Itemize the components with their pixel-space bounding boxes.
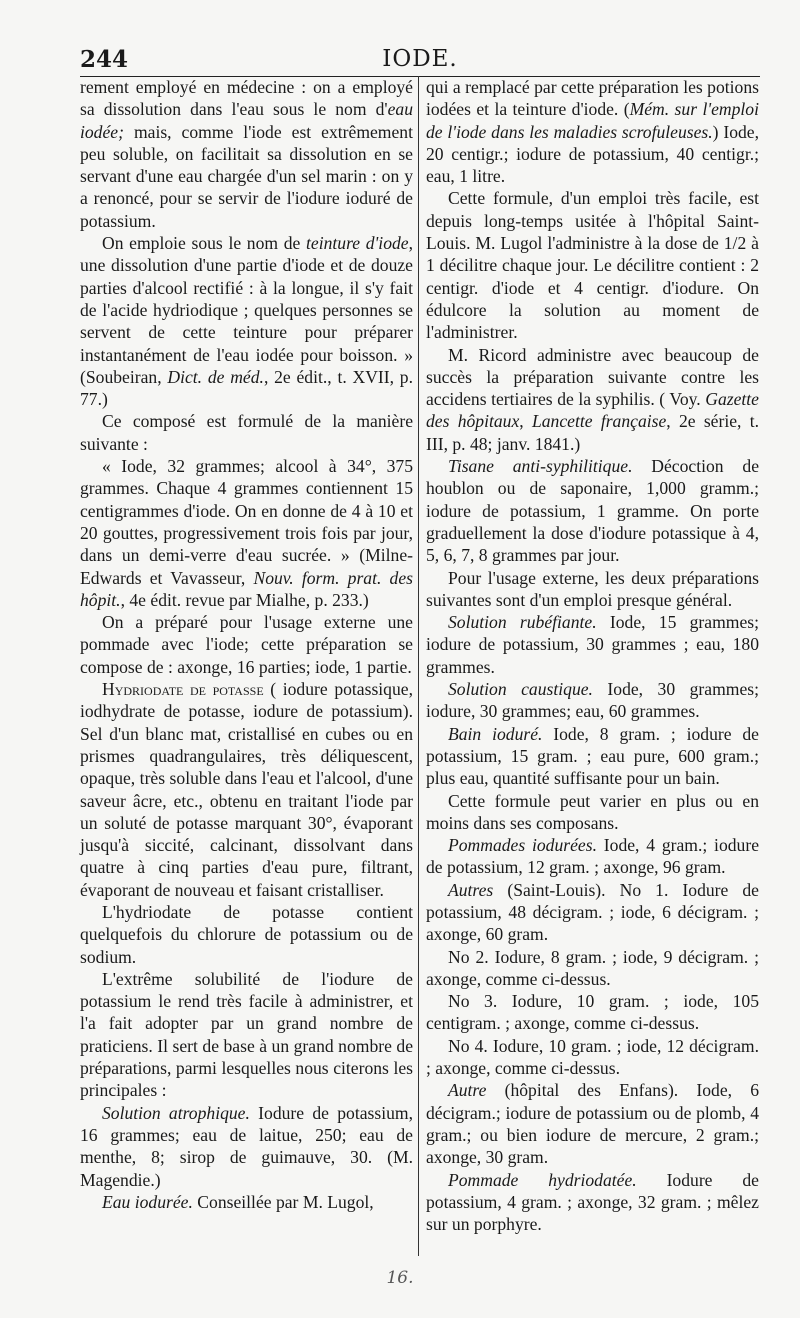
italic-text: Eau iodurée. [102, 1191, 193, 1212]
paragraph [80, 76, 413, 232]
paragraph [80, 455, 413, 611]
text-segment: M. Ricord administre avec beaucoup de succès la préparation suivante contre les accidens tertiaires de la syphilis. ( Voy. [426, 344, 759, 410]
italic-text: Nouv. form. prat. des hôpit. [80, 567, 413, 610]
text-segment: Décoction de houblon ou de saponaire, 1,000 gramm.; iodure de potassium, 1 gramme. On porte graduellement la dose d'iodure potassique à 4, 5, 6, 7, 8 grammes par jour. [426, 456, 759, 566]
text-segment: ) Iode, 20 centigr.; iodure de potassium, 40 centigr.; eau, 1 litre. [426, 121, 760, 187]
paragraph [426, 723, 759, 790]
text-segment: ( iodure potassique, iodhydrate de potasse, iodure de potassium). Sel d'un blanc mat, cristallisé en cubes ou en prismes quadrangulaires, très déliquescent, opaque, très soluble dans l'eau et l'alcool, d'une saveur âcre, etc., obtenu en traitant l'iode par un soluté de potasse marquant 30°, évaporant jusqu'à siccité, calcinant, dissolvant dans quatre à cinq parties d'eau pure, filtrant, évaporant de nouveau et faisant cristalliser. [80, 679, 413, 900]
italic-text: Pommades iodurées. [448, 835, 597, 856]
page-footer [0, 1262, 800, 1302]
text-segment: L'hydriodate de potasse contient quelquefois du chlorure de potassium ou de sodium. [80, 901, 413, 967]
text-segment: Iode, 30 grammes; iodure, 30 grammes; eau, 60 grammes. [426, 679, 760, 722]
text-segment: (hôpital des Enfans). Iode, 6 décigram.; iodure de potassium ou de plomb, 4 gram.; ou bien iodure de mercure, 2 gram.; axonge, 30 gram. [426, 1080, 759, 1168]
text-segment: Cette formule, d'un emploi très facile, est depuis long-temps usitée à l'hôpital Saint-Louis. M. Lugol l'administre à la dose de 1/2 à 1 décilitre chaque jour. Le décilitre contient : 2 centigr. d'iode et 4 centigr. d'iodure. On édulcore la solution au moment de l'administrer. [426, 188, 759, 343]
small-caps-heading: Hydriodate de potasse [102, 679, 264, 700]
text-segment: , [519, 411, 532, 432]
paragraph [426, 187, 759, 343]
text-segment: No 3. Iodure, 10 gram. ; iode, 105 centigram. ; axonge, comme ci-dessus. [426, 991, 759, 1034]
italic-text: eau iodée; [80, 99, 413, 142]
text-segment: rement employé en médecine : on a employé sa dissolution dans l'eau sous le nom d' [80, 77, 413, 120]
paragraph [426, 344, 759, 455]
text-segment: Cette formule peut varier en plus ou en moins dans ses composans. [426, 790, 759, 833]
text-segment: « Iode, 32 grammes; alcool à 34°, 375 grammes. Chaque 4 grammes contiennent 15 centigrammes d'iode. On en donne de 4 à 10 et 20 gouttes, progressivement trois fois par jour, dans un demi-verre d'eau sucrée. » (Milne-Edwards et Vavasseur, [80, 456, 413, 588]
paragraph [426, 567, 759, 612]
running-title: IODE. [382, 46, 458, 72]
paragraph [426, 879, 759, 946]
text-segment: No 2. Iodure, 8 gram. ; iode, 9 décigram. ; axonge, comme ci-dessus. [426, 946, 759, 989]
page-number: 244 [80, 46, 129, 73]
text-segment: Pour l'usage externe, les deux préparations suivantes sont d'un emploi presque général. [426, 567, 759, 610]
text-segment: (Saint-Louis). No 1. Iodure de potassium, 48 décigram. ; iode, 6 décigram. ; axonge, 60 gram. [426, 879, 759, 945]
text-segment: On emploie sous le nom de [102, 233, 307, 254]
paragraph [80, 678, 413, 901]
paragraph [426, 76, 759, 187]
page-header [80, 46, 760, 76]
text-segment: Iode, 8 gram. ; iodure de potassium, 15 gram. ; eau pure, 600 gram.; plus eau, quantité suffisante pour un bain. [426, 723, 759, 789]
text-segment: , une dissolution d'une partie d'iode et de douze parties d'alcool rectifié : à la longue, il s'y fait de l'acide hydriodique ; quelques personnes se servent de cette teinture pour préparer instantanément de l'eau iodée pour boisson. » (Soubeiran, [80, 233, 414, 387]
italic-text: Solution rubéfiante. [448, 612, 597, 633]
text-segment: L'extrême solubilité de l'iodure de potassium le rend très facile à administrer, et l'a fait adopter par un grand nombre de praticiens. Il sert de base à un grand nombre de préparations, parmi lesquelles nous citerons les principales : [80, 968, 413, 1101]
paragraph [426, 1169, 759, 1236]
paragraph [426, 946, 759, 991]
paragraph [80, 968, 413, 1102]
text-segment: Iodure de potassium, 16 grammes; eau de laitue, 250; eau de menthe, 8; sirop de guimauve, 30. (M. Magendie.) [80, 1102, 413, 1190]
text-segment: , 2e série, t. III, p. 48; janv. 1841.) [426, 411, 759, 454]
text-segment: On a préparé pour l'usage externe une pommade avec l'iode; cette préparation se compose de : axonge, 16 parties; iode, 1 partie. [80, 612, 413, 677]
italic-text: teinture d'iode [306, 233, 409, 254]
paragraph [426, 611, 759, 678]
paragraph [426, 1079, 759, 1168]
paragraph [426, 790, 759, 835]
italic-text: Dict. de méd. [167, 366, 264, 387]
italic-text: Solution caustique. [448, 679, 593, 700]
italic-text: Tisane anti-syphilitique. [448, 456, 633, 477]
signature-mark: 16. [386, 1268, 414, 1288]
text-segment: , 4e édit. revue par Mialhe, p. 233.) [120, 589, 369, 610]
paragraph [426, 1035, 759, 1080]
italic-text: Gazette des hôpitaux [426, 389, 759, 432]
paragraph [426, 455, 759, 566]
paragraph [80, 1102, 413, 1191]
paragraph [426, 834, 759, 879]
italic-text: Bain ioduré. [448, 723, 543, 744]
paragraph [80, 611, 413, 678]
italic-text: Solution atrophique. [102, 1102, 250, 1123]
italic-text: Autres [448, 879, 494, 900]
text-segment: qui a remplacé par cette préparation les potions iodées et la teinture d'iode. ( [426, 77, 759, 120]
text-segment: Iodure de potassium, 4 gram. ; axonge, 32 gram. ; mêlez sur un porphyre. [426, 1169, 759, 1235]
paragraph [426, 990, 759, 1035]
text-segment: No 4. Iodure, 10 gram. ; iode, 12 décigram. ; axonge, comme ci-dessus. [426, 1035, 759, 1079]
text-segment: Iode, 15 grammes; iodure de potassium, 30 grammes ; eau, 180 grammes. [426, 612, 760, 677]
paragraph [426, 678, 759, 723]
italic-text: Mém. sur l'emploi de l'iode dans les maladies scrofuleuses. [426, 99, 759, 142]
left-column [80, 76, 413, 1213]
text-segment: mais, comme l'iode est extrêmement peu soluble, on facilitait sa dissolution en se servant d'une eau chargée d'un sel marin : on y a renoncé, pour se servir de l'iodure ioduré de potassium. [80, 121, 413, 231]
right-column [426, 76, 759, 1235]
italic-text: Lancette française [531, 411, 667, 432]
column-divider [418, 76, 419, 1256]
paragraph [80, 410, 413, 455]
paragraph [80, 1191, 413, 1213]
text-segment: Ce composé est formulé de la manière suivante : [80, 411, 413, 454]
text-segment: Conseillée par M. Lugol, [192, 1191, 374, 1212]
text-segment: , 2e édit., t. XVII, p. 77.) [80, 366, 413, 410]
paragraph [80, 232, 413, 410]
italic-text: Pommade hydriodatée. [448, 1169, 637, 1190]
italic-text: Autre [448, 1080, 487, 1101]
paragraph [80, 901, 413, 968]
text-segment: Iode, 4 gram.; iodure de potassium, 12 gram. ; axonge, 96 gram. [426, 835, 760, 878]
